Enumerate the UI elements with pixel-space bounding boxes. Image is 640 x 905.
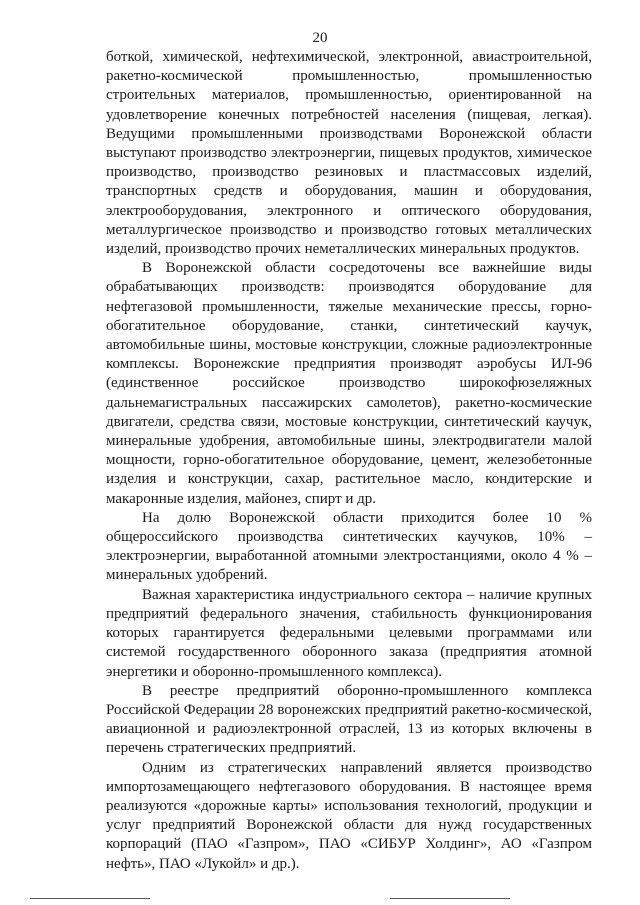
document-body: [106, 48, 592, 874]
paragraph-import-substitution: Одним из стратегических направлений является производство импортозамещающего нефтегазового оборудования. В настоящее время реализуются «дорожные карты» использования технологий, продукции и услуг предприятий Воронежской области для нужд государственных корпораций (ПАО «Газпром», ПАО «СИБУР Холдинг», АО «Газпром нефть», ПАО «Лукойл» и др.).: [106, 759, 592, 872]
scan-artifact-line: [390, 898, 510, 899]
page-number: 20: [312, 30, 328, 46]
paragraph-shares: На долю Воронежской области приходится более 10 % общероссийского производства синтетических каучуков, 10% – электроэнергии, выработанной атомными электростанциями, около 4 % – минеральных удобрений.: [106, 509, 592, 584]
paragraph-registry: В реестре предприятий оборонно-промышленного комплекса Российской Федерации 28 воронежских предприятий ракетно-космической, авиационной и радиоэлектронной отраслей, 13 из которых включены в перечень стратегических предприятий.: [106, 682, 592, 757]
paragraph-industries: В Воронежской области сосредоточены все важнейшие виды обрабатывающих производств: производятся оборудование для нефтегазовой промышленности, тяжелые механические прессы, горно-обогатительное оборудование, станки, синтетический каучук, автомобильные шины, мостовые конструкции, сложные радиоэлектронные комплексы. Воронежские предприятия производят аэробусы ИЛ-96 (единственное российское производство широкофюзеляжных дальнемагистральных пассажирских самолетов), ракетно-космические двигатели, средства связи, мостовые конструкции, синтетический каучук, минеральные удобрения, автомобильные шины, электродвигатели малой мощности, горно-обогатительное оборудование, цемент, железобетонные изделия и конструкции, сахар, растительное масло, кондитерские и макаронные изделия, майонез, спирт и др.: [106, 260, 592, 507]
paragraph-continuation: боткой, химической, нефтехимической, электронной, авиастроительной, ракетно-космической промышленностью, промышленностью строительных материалов, промышленностью, ориентированной на удовлетворение конечных потребностей населения (пищевая, легкая). Ведущими промышленными производствами Воронежской области выступают производство электроэнергии, пищевых продуктов, химическое производство, производство резиновых и пластмассовых изделий, транспортных средств и оборудования, машин и оборудования, электрооборудования, электронного и оптического оборудования, металлургическое производство и производство готовых металлических изделий, производство прочих неметаллических минеральных продуктов.: [106, 49, 592, 258]
paragraph-characteristics: Важная характеристика индустриального сектора – наличие крупных предприятий федерального значения, стабильность функционирования которых гарантируется федеральными целевыми программами или системой государственного оборонного заказа (предприятия атомной энергетики и оборонно-промышленного комплекса).: [106, 586, 592, 680]
scan-artifact-line: [30, 898, 150, 899]
